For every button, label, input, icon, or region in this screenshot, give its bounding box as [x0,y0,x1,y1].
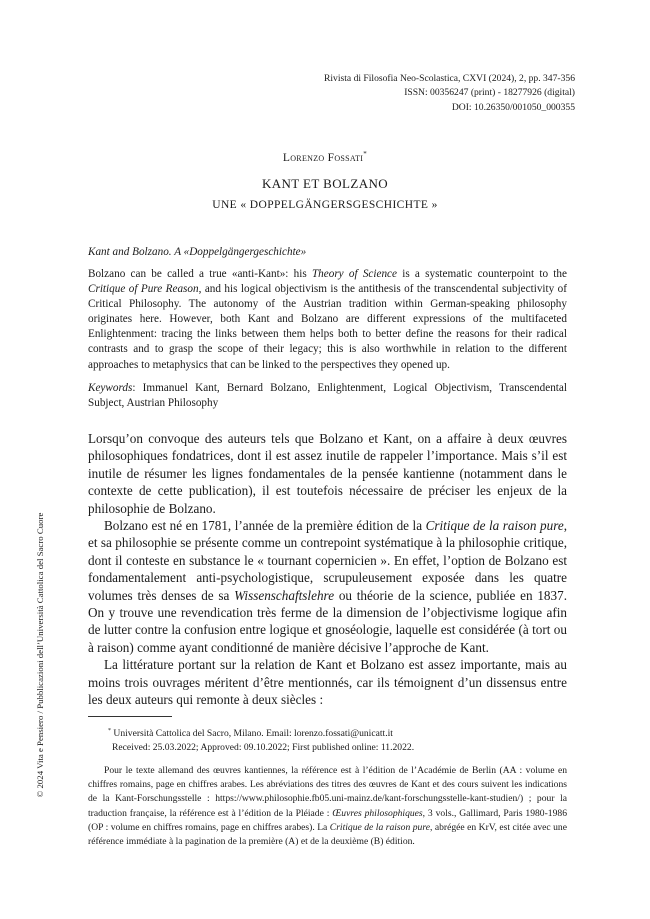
body-paragraph-3: La littérature portant sur la relation de Kant et Bolzano est assez importante, mais au moins trois ouvrages méritent d’être mentionnés, car ils témoignent d’un dissensus entre les deux auteurs qui remonte à deux siècles : [88,657,567,708]
abstract-part: is a systematic counterpoint to the [396,268,567,280]
note-part: , 3 vols., Gallimard, Paris 1980-1986 (OP : volume en chiffres romains, page en chiffres arabes). La [88,807,567,833]
author-footnote [108,724,567,755]
footnote-received: Received: 25.03.2022; Approved: 09.10.2022; First published online: 11.2022. [112,742,415,754]
abstract-text [88,267,567,373]
article-subtitle: UNE « DOPPELGÄNGERSGESCHICHTE » [212,199,438,211]
abstract-part: Bolzano can be called a true «anti-Kant»: his [88,268,312,280]
note-italic: Œuvres philosophiques [332,807,423,819]
journal-header [324,72,575,115]
author-name [0,150,650,164]
abstract-title: Kant and Bolzano. A «Doppelgängergeschichte» [88,246,307,258]
body-part: Bolzano est né en 1781, l’année de la première édition de la [104,518,426,534]
author-footnote-mark: * [363,150,368,158]
footnote-mark: * [108,728,111,734]
edition-note [88,764,567,849]
footnote-affiliation: Università Cattolica del Sacro, Milano. Email: lorenzo.fossati@unicatt.it [113,728,393,740]
note-part: , abrégée en KrV, est citée avec une référence immédiate à la pagination de la première (A) et de la deuxième (B) édition. [88,821,567,848]
body-italic: Critique de la raison pure [425,518,564,534]
author-text: Lorenzo Fossati [282,151,364,164]
footnote-separator [88,716,172,717]
article-title: KANT ET BOLZANO [261,176,389,191]
body-italic: Wissenschaftslehre [234,587,335,603]
abstract-part: , and his logical objectivism is the antithesis of the transcendental subjectivity of Critical Philosophy. The autonomy of the Austrian tradition within German-speaking philosophy originates here. However, both Kant and Bolzano are different expressions of the multifaceted Enlightenment: tracing the links between them helps both to better define the reasons for their radical contrasts and to grasp the scope of their legacy; this is also worthwhile in relation to the different approaches to metaphysics that can be linked to the perspectives they opened up. [88,283,567,371]
body-part: ou théorie de la science, publiée en 1837. On y trouve une revendication très ferme de la dimension de l’objectivisme logique afin de lutter contre la confusion entre logique et gnoséologie, laquelle est considérée (à tort ou à raison) comme ayant conditionné de manière décisive l’approche de Kant. [88,587,567,655]
doi-line: DOI: 10.26350/001050_000355 [451,101,575,113]
body-paragraph-1: Lorsqu’on convoque des auteurs tels que Bolzano et Kant, on a affaire à deux œuvres philosophiques fondatrices, dont il est assez inutile de rappeler l’importance. Mais s’il est inutile de résumer les lignes fondamentales de la pensée kantienne (notamment dans le contexte de cette publication), il est toutefois nécessaire de préciser les enjeux de la philosophie de Bolzano. [88,431,567,516]
side-copyright-text: © 2024 Vita e Pensiero / Pubblicazioni dell’Università Cattolica del Sacro Cuore [35,512,45,798]
issn-line: ISSN: 00356247 (print) - 18277926 (digital) [404,87,575,99]
body-paragraph-2 [88,517,567,656]
keywords-list: : Immanuel Kant, Bernard Bolzano, Enlightenment, Logical Objectivism, Transcendental Subject, Austrian Philosophy [88,382,567,410]
journal-citation: Rivista di Filosofia Neo-Scolastica, CXVI (2024), 2, pp. 347-356 [323,73,575,84]
body-part: , et sa philosophie se présente comme un contrepoint systématique à la philosophie critique, dont il conteste en substance le « tournant copernicien ». En effet, l’option de Bolzano est fondamentalement anti-psychologistique, scrupuleusement exposée dans les quatre volumes très denses de sa [88,518,567,603]
keywords-label: Keywords [88,382,133,394]
note-part: Pour le texte allemand des œuvres kantiennes, la référence est à l’édition de l’Académie de Berlin (AA : volume en chiffres romains, page en chiffres arabes. Les abréviations des titres des œuvres de Kant et des cours suivent les indications de la Kant-Forschungsstelle : https://www.philosophie.fb05.uni-mainz.de/kant-forschungsstelle-kant-studien/) ; pour la traduction française, la référence est à l’édition de la Pléiade : [88,765,567,819]
abstract-italic: Critique of Pure Reason [88,283,199,296]
body-text [88,430,567,709]
note-italic: Critique de la raison pure [329,821,430,833]
keywords [88,381,567,411]
abstract-italic: Theory of Science [311,268,397,280]
side-copyright [36,0,50,919]
